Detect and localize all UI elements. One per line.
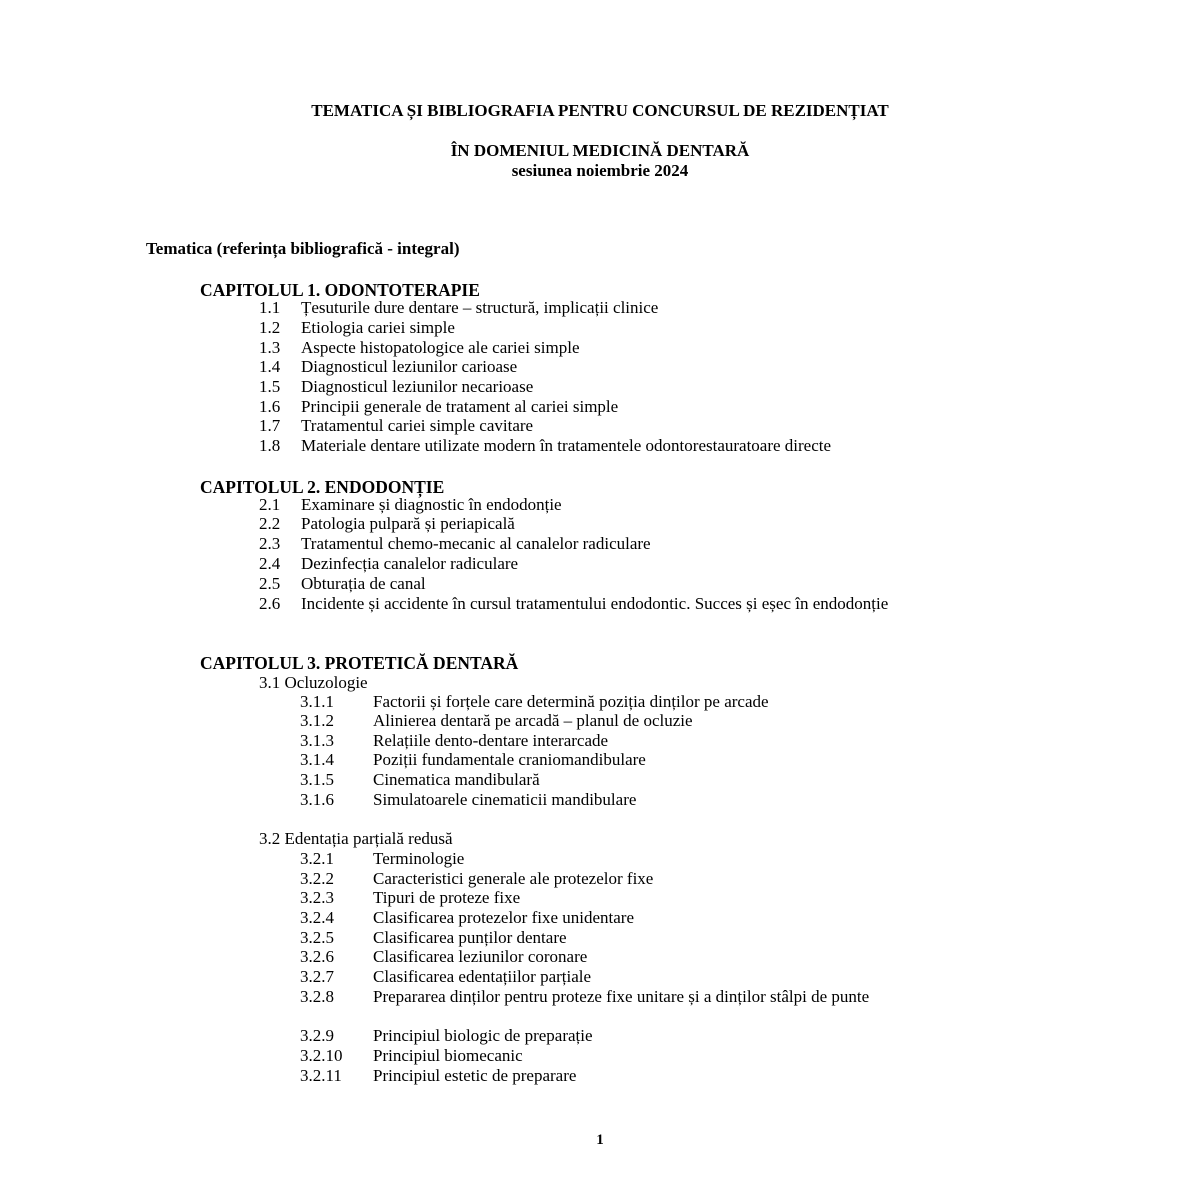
item-text: Simulatoarele cinematicii mandibulare (373, 790, 637, 809)
list-item (300, 1046, 523, 1066)
item-text: Diagnosticul leziunilor necarioase (301, 377, 534, 396)
list-item (259, 338, 580, 358)
item-text: Clasificarea leziunilor coronare (373, 947, 588, 966)
item-text: Patologia pulpară și periapicală (301, 514, 515, 533)
item-text: Clasificarea punților dentare (373, 928, 567, 947)
item-number: 3.1.3 (300, 731, 334, 750)
item-text: Diagnosticul leziunilor carioase (301, 357, 518, 376)
item-text: Prepararea dinților pentru proteze fixe unitare și a dinților stâlpi de punte (373, 987, 870, 1006)
list-item (300, 908, 634, 928)
chapter-3-title: CAPITOLUL 3. PROTETICĂ DENTARĂ (200, 653, 519, 673)
item-number: 3.2.9 (300, 1026, 334, 1045)
list-item (300, 731, 608, 751)
item-text: Relațiile dento-dentare interarcade (373, 731, 609, 750)
item-text: Incidente și accidente în cursul tratamentului endodontic. Succes și eșec în endodonție (301, 594, 889, 613)
subsection-title: 3.1 Ocluzologie (259, 673, 368, 692)
item-number: 1.5 (259, 377, 281, 396)
item-text: Examinare și diagnostic în endodonție (301, 495, 562, 514)
list-item (259, 495, 562, 515)
item-text: Dezinfecția canalelor radiculare (301, 554, 519, 573)
item-text: Tratamentul chemo-mecanic al canalelor radiculare (301, 534, 651, 553)
item-number: 3.1.6 (300, 790, 334, 809)
list-item (259, 318, 455, 338)
page-number: 1 (596, 1132, 604, 1148)
item-number: 3.2.1 (300, 849, 334, 868)
item-number: 3.2.11 (300, 1066, 342, 1085)
item-text: Poziții fundamentale craniomandibulare (373, 750, 646, 769)
item-number: 3.2.5 (300, 928, 334, 947)
list-item (300, 711, 693, 731)
list-item (259, 298, 658, 318)
item-text: Principiul estetic de preparare (373, 1066, 577, 1085)
list-item (300, 1066, 576, 1086)
item-text: Obturația de canal (301, 574, 426, 593)
session-label: sesiunea noiembrie 2024 (511, 161, 689, 180)
section-heading: Tematica (referința bibliografică - integral) (146, 239, 460, 258)
item-number: 3.2.3 (300, 888, 334, 907)
item-number: 1.8 (259, 436, 281, 455)
item-text: Alinierea dentară pe arcadă – planul de ocluzie (373, 711, 693, 730)
item-number: 3.1.5 (300, 770, 334, 789)
item-text: Tratamentul cariei simple cavitare (301, 416, 534, 435)
list-item (259, 574, 426, 594)
list-item (300, 888, 520, 908)
list-item (300, 947, 587, 967)
item-number: 2.3 (259, 534, 281, 553)
list-item (259, 377, 533, 397)
list-item (259, 554, 518, 574)
item-number: 3.2.10 (300, 1046, 343, 1065)
list-item (300, 987, 1040, 1007)
item-text: Cinematica mandibulară (373, 770, 540, 789)
list-item (300, 750, 646, 770)
list-item (259, 357, 517, 377)
item-number: 3.2.6 (300, 947, 334, 966)
subsection-title: 3.2 Edentația parțială redusă (259, 829, 453, 848)
list-item (300, 849, 464, 869)
item-number: 1.3 (259, 338, 281, 357)
document-title: TEMATICA ȘI BIBLIOGRAFIA PENTRU CONCURSUL DE REZIDENȚIAT (311, 101, 889, 120)
list-item (300, 1026, 593, 1046)
item-text: Materiale dentare utilizate modern în tratamentele odontorestauratoare directe (301, 436, 832, 455)
item-number: 3.2.4 (300, 908, 334, 927)
item-text: Clasificarea edentațiilor parțiale (373, 967, 592, 986)
item-text: Clasificarea protezelor fixe unidentare (373, 908, 635, 927)
item-text: Principiul biomecanic (373, 1046, 523, 1065)
item-number: 1.1 (259, 298, 281, 317)
item-number: 2.1 (259, 495, 281, 514)
chapter-1-title: CAPITOLUL 1. ODONTOTERAPIE (200, 280, 480, 300)
list-item (300, 928, 567, 948)
list-item (300, 869, 653, 889)
item-number: 1.4 (259, 357, 281, 376)
item-text: Principiul biologic de preparație (373, 1026, 593, 1045)
item-number: 1.7 (259, 416, 281, 435)
item-text: Țesuturile dure dentare – structură, implicații clinice (301, 298, 659, 317)
list-item (259, 514, 515, 534)
list-item (259, 534, 651, 554)
list-item (300, 770, 540, 790)
item-number: 3.1.2 (300, 711, 334, 730)
list-item (259, 436, 831, 456)
item-text: Tipuri de proteze fixe (373, 888, 521, 907)
item-text: Factorii și forțele care determină poziția dinților pe arcade (373, 692, 769, 711)
list-item (259, 594, 1039, 614)
item-number: 1.6 (259, 397, 281, 416)
item-text: Principii generale de tratament al cariei simple (301, 397, 619, 416)
item-number: 2.6 (259, 594, 281, 613)
item-number: 3.2.7 (300, 967, 334, 986)
item-text: Etiologia cariei simple (301, 318, 455, 337)
item-number: 1.2 (259, 318, 281, 337)
list-item (300, 790, 636, 810)
item-number: 2.4 (259, 554, 281, 573)
list-item (300, 967, 591, 987)
document-subtitle: ÎN DOMENIUL MEDICINĂ DENTARĂ (450, 141, 750, 160)
item-text: Terminologie (373, 849, 465, 868)
item-number: 2.5 (259, 574, 281, 593)
list-item (259, 397, 618, 417)
item-number: 3.1.4 (300, 750, 334, 769)
item-text: Caracteristici generale ale protezelor fixe (373, 869, 654, 888)
item-number: 3.2.2 (300, 869, 334, 888)
item-number: 2.2 (259, 514, 281, 533)
list-item (300, 692, 769, 712)
item-number: 3.2.8 (300, 987, 334, 1006)
item-number: 3.1.1 (300, 692, 334, 711)
list-item (259, 416, 533, 436)
chapter-2-title: CAPITOLUL 2. ENDODONȚIE (200, 477, 445, 497)
item-text: Aspecte histopatologice ale cariei simple (301, 338, 580, 357)
